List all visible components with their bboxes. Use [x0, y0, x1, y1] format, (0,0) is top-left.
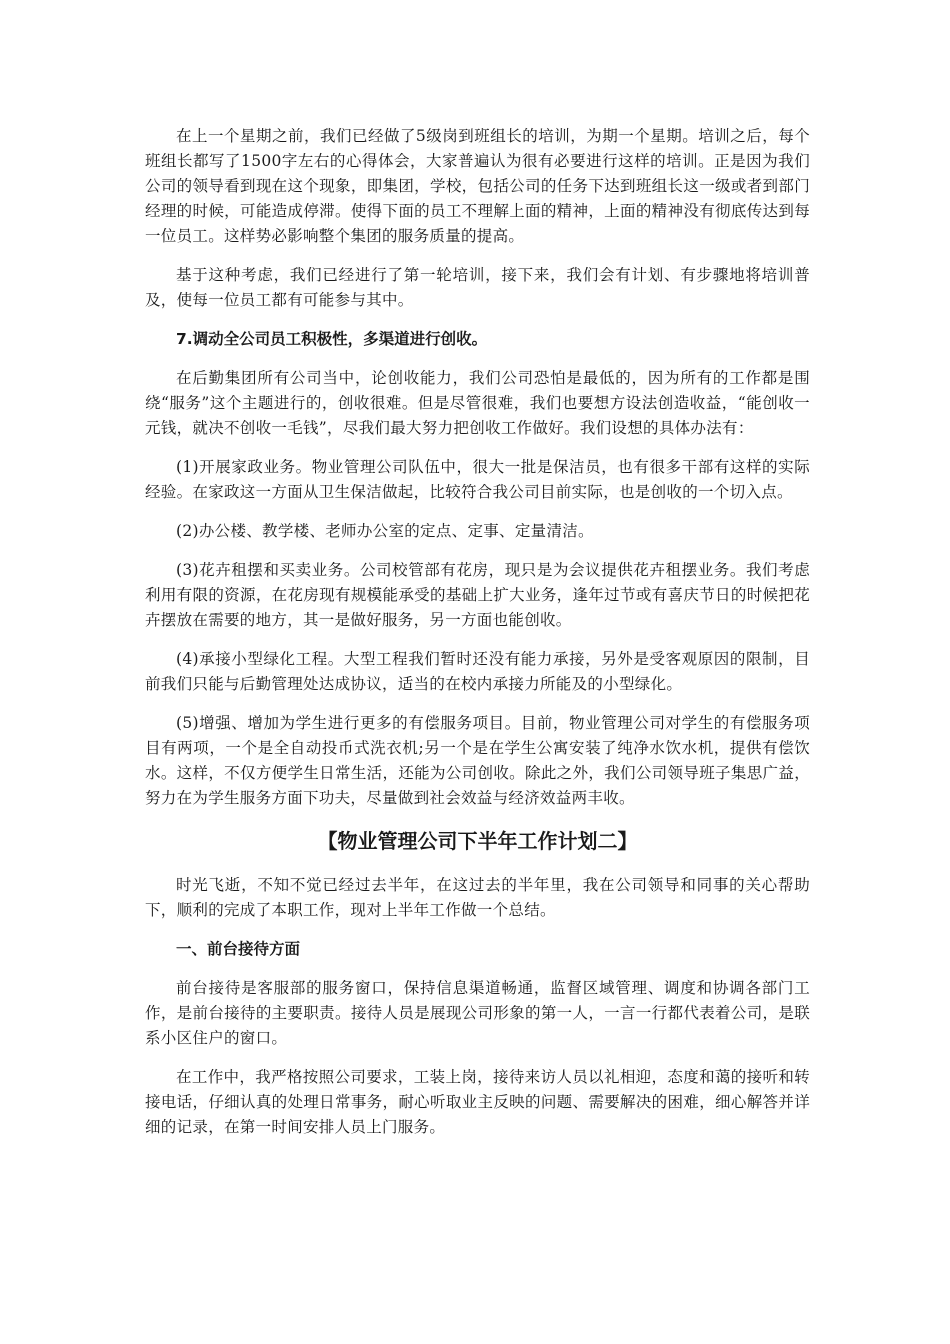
- heading-front-desk: 一、前台接待方面: [176, 940, 301, 958]
- paragraph-revenue: 在后勤集团所有公司当中，论创收能力，我们公司恐怕是最低的，因为所有的工作都是围绕“服务”这个主题进行的，创收很难。但是尽管很难，我们也要想方设法创造收益，“能创收一元钱，就决不创收一毛钱”，尽我们最大努力把创收工作做好。我们设想的具体办法有：: [145, 369, 810, 437]
- paragraph-training: 在上一个星期之前，我们已经做了5级岗到班组长的培训，为期一个星期。培训之后，每个班组长都写了1500字左右的心得体会，大家普遍认为很有必要进行这样的培训。正是因为我们公司的领导看到现在这个现象，即集团，学校，包括公司的任务下达到班组长这一级或者到部门经理的时候，可能造成停滞。使得下面的员工不理解上面的精神，上面的精神没有彻底传达到每一位员工。这样势必影响整个集团的服务质量的提高。: [145, 127, 810, 245]
- paragraph-intro: 时光飞逝，不知不觉已经过去半年，在这过去的半年里，我在公司领导和同事的关心帮助下，顺利的完成了本职工作，现对上半年工作做一个总结。: [145, 876, 810, 919]
- list-item-greening: (4)承接小型绿化工程。大型工程我们暂时还没有能力承接，另外是受客观原因的限制，目前我们只能与后勤管理处达成协议，适当的在校内承接力所能及的小型绿化。: [145, 650, 810, 693]
- list-item-cleaning: (2)办公楼、教学楼、老师办公室的定点、定事、定量清洁。: [176, 522, 594, 540]
- heading-item-7: 7.调动全公司员工积极性，多渠道进行创收。: [176, 330, 488, 348]
- document-page: [145, 124, 810, 1154]
- paragraph-front-desk-role: 前台接待是客服部的服务窗口，保持信息渠道畅通，监督区域管理、调度和协调各部门工作，是前台接待的主要职责。接待人员是展现公司形象的第一人，一言一行都代表着公司，是联系小区住户的窗口。: [145, 979, 810, 1047]
- section-title: 【物业管理公司下半年工作计划二】: [317, 829, 638, 853]
- list-item-flowers: (3)花卉租摆和买卖业务。公司校管部有花房，现只是为会议提供花卉租摆业务。我们考虑利用有限的资源，在花房现有规模能承受的基础上扩大业务，逢年过节或有喜庆节日的时候把花卉摆放在需要的地方，其一是做好服务，另一方面也能创收。: [145, 561, 810, 629]
- list-item-student-services: (5)增强、增加为学生进行更多的有偿服务项目。目前，物业管理公司对学生的有偿服务项目有两项，一个是全自动投币式洗衣机;另一个是在学生公寓安装了纯净水饮水机，提供有偿饮水。这样，不仅方便学生日常生活，还能为公司创收。除此之外，我们公司领导班子集思广益，努力在为学生服务方面下功夫，尽量做到社会效益与经济效益两丰收。: [145, 714, 810, 807]
- list-item-housekeeping: (1)开展家政业务。物业管理公司队伍中，很大一批是保洁员，也有很多干部有这样的实际经验。在家政这一方面从卫生保洁做起，比较符合我公司目前实际，也是创收的一个切入点。: [145, 458, 810, 501]
- paragraph-front-desk-work: 在工作中，我严格按照公司要求，工装上岗，接待来访人员以礼相迎，态度和蔼的接听和转接电话，仔细认真的处理日常事务，耐心听取业主反映的问题、需要解决的困难，细心解答并详细的记录，在第一时间安排人员上门服务。: [145, 1068, 810, 1136]
- paragraph-training-plan: 基于这种考虑，我们已经进行了第一轮培训，接下来，我们会有计划、有步骤地将培训普及，使每一位员工都有可能参与其中。: [145, 266, 810, 309]
